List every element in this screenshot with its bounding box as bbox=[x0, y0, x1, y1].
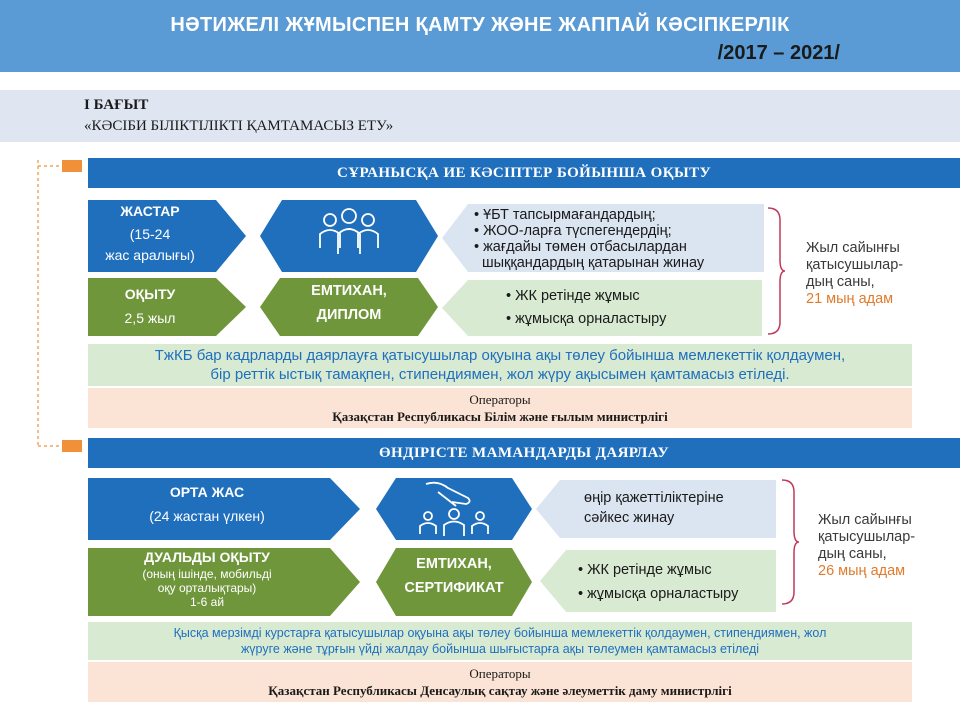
result-line2: ДИПЛОМ bbox=[316, 307, 382, 323]
operator-box bbox=[88, 662, 912, 702]
hand-people-icon bbox=[376, 478, 532, 540]
cert-line1: ЕМТИХАН, bbox=[416, 556, 492, 572]
list-item: • жұмысқа орналастыру bbox=[506, 311, 667, 327]
stat-value: 21 мың адам bbox=[806, 291, 894, 307]
criteria-list bbox=[474, 207, 704, 271]
dual-training-label: ДУАЛЬДЫ ОҚЫТУ bbox=[144, 549, 270, 565]
youth-age: (15-24 bbox=[129, 226, 171, 242]
list-item: • ЖОО-ларға түспегендердің; bbox=[474, 223, 672, 239]
list-item: • жұмысқа орналастыру bbox=[578, 586, 739, 602]
cert-line2: СЕРТИФИКАТ bbox=[404, 580, 504, 596]
bracket bbox=[766, 206, 786, 336]
support-note: Қысқа мерзімді курстарға қатысушылар оқуына ақы төлеу бойынша мемлекеттік қолдаумен, стипендиямен, жол жүруге және тұрғын үйді жалдау бойынша шығыстарға ақы төлеумен қамтамасыз етіледі bbox=[88, 622, 912, 660]
direction-title: І БАҒЫТ bbox=[84, 97, 149, 113]
youth-label: ЖАСТАР bbox=[120, 203, 180, 219]
outcomes-list bbox=[506, 285, 666, 331]
operator-name: Қазақстан Республикасы Денсаулық сақтау және әлеуметтік даму министрлігі bbox=[268, 683, 732, 698]
stat-annual: Жыл сайынғы қатысушылар- дың саны, 26 мың адам bbox=[818, 512, 916, 579]
list-item: • ҰБТ тапсырмағандардың; bbox=[474, 207, 656, 223]
list-item: • ЖК ретінде жұмыс bbox=[578, 562, 712, 578]
stat-annual: Жыл сайынғы қатысушылар- дың саны, 21 мың адам bbox=[806, 240, 904, 307]
bracket bbox=[780, 478, 800, 606]
youth-age-range: жас аралығы) bbox=[105, 247, 195, 263]
section1-title: СҰРАНЫСҚА ИЕ КӘСІПТЕР БОЙЫНША ОҚЫТУ bbox=[88, 158, 960, 188]
training-label: ОҚЫТУ bbox=[124, 286, 176, 302]
dashed-connector bbox=[36, 150, 64, 450]
orange-marker bbox=[62, 160, 82, 172]
stat-value: 26 мың адам bbox=[818, 563, 906, 579]
page-years: /2017 – 2021/ bbox=[717, 42, 840, 64]
midage-age: (24 жастан үлкен) bbox=[149, 508, 265, 524]
outcomes-list bbox=[578, 558, 738, 606]
need-text: өңір қажеттіліктеріне сәйкес жинау bbox=[584, 490, 724, 526]
people-group-icon bbox=[260, 200, 438, 272]
operator-name: Қазақстан Республикасы Білім және ғылым министрлігі bbox=[332, 409, 668, 424]
operators-label: Операторы bbox=[469, 666, 531, 681]
operator-box bbox=[88, 388, 912, 428]
operators-label: Операторы bbox=[469, 392, 531, 407]
list-item: шыққандардың қатарынан жинау bbox=[482, 255, 705, 271]
midage-label: ОРТА ЖАС bbox=[169, 484, 245, 500]
training-duration: 2,5 жыл bbox=[124, 310, 176, 326]
list-item: • жағдайы төмен отбасылардан bbox=[474, 239, 687, 255]
page-title: НӘТИЖЕЛІ ЖҰМЫСПЕН ҚАМТУ ЖӘНЕ ЖАППАЙ КӘСІПКЕРЛІК bbox=[170, 14, 790, 36]
support-note: ТжКБ бар кадрларды даярлауға қатысушылар оқуына ақы төлеу бойынша мемлекеттік қолдаумен, бір реттік ыстық тамақпен, стипендиямен, жол жүру ақысымен қамтамасыз етіледі. bbox=[88, 344, 912, 386]
result-line1: ЕМТИХАН, bbox=[311, 283, 387, 299]
section2-title: ӨНДІРІСТЕ МАМАНДАРДЫ ДАЯРЛАУ bbox=[88, 438, 960, 468]
list-item: • ЖК ретінде жұмыс bbox=[506, 288, 640, 304]
orange-marker bbox=[62, 440, 82, 452]
direction-subtitle: «КӘСІБИ БІЛІКТІЛІКТІ ҚАМТАМАСЫЗ ЕТУ» bbox=[84, 118, 394, 134]
dual-training-note: (оның ішінде, мобильді оқу орталықтары) 1-6 ай bbox=[142, 567, 272, 609]
